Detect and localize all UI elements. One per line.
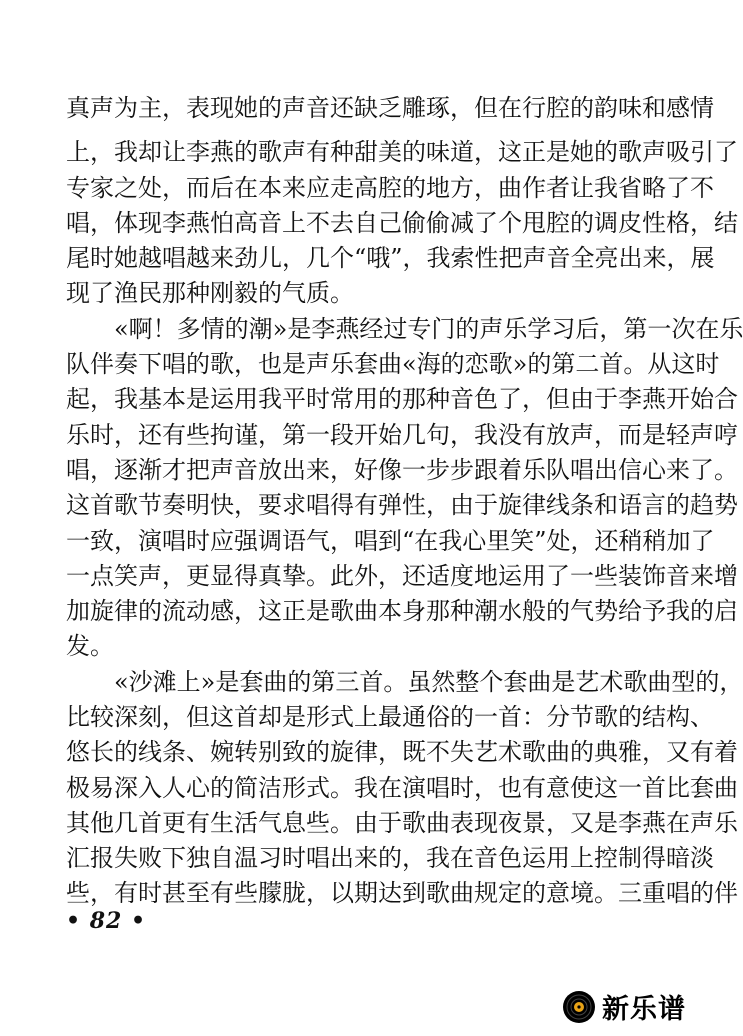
text-line: 唱，逐渐才把声音放出来，好像一步步跟着乐队唱出信心来了。 xyxy=(66,456,738,484)
text-line: 起，我基本是运用我平时常用的那种音色了，但由于李燕开始合 xyxy=(66,385,738,413)
text-line: 尾时她越唱越来劲儿，几个“哦”，我索性把声音全亮出来，展 xyxy=(66,244,715,272)
text-line: 现了渔民那种刚毅的气质。 xyxy=(66,279,354,307)
text-line: 加旋律的流动感，这正是歌曲本身那种潮水般的气势给予我的启 xyxy=(66,597,738,625)
text-line: 这首歌节奏明快，要求唱得有弹性，由于旋律线条和语言的趋势 xyxy=(66,491,738,519)
watermark xyxy=(562,987,686,1026)
text-line: 其他几首更有生活气息些。由于歌曲表现夜景，又是李燕在声乐 xyxy=(66,809,738,837)
text-line: 一致，演唱时应强调语气，唱到“在我心里笑”处，还稍稍加了 xyxy=(66,527,715,555)
text-line: 队伴奏下唱的歌，也是声乐套曲«海的恋歌»的第二首。从这时 xyxy=(66,350,720,378)
text-line: 专家之处，而后在本来应走高腔的地方，曲作者让我省略了不 xyxy=(66,174,714,202)
text-line: 发。 xyxy=(66,632,114,660)
text-line: 些，有时甚至有些朦胧，以期达到歌曲规定的意境。三重唱的伴 xyxy=(66,879,738,907)
text-line: «沙滩上»是套曲的第三首。虽然整个套曲是艺术歌曲型的， xyxy=(114,668,743,696)
text-line: 唱，体现李燕怕高音上不去自己偷偷减了个甩腔的调皮性格，结 xyxy=(66,209,738,237)
text-line: 悠长的线条、婉转别致的旋律，既不失艺术歌曲的典雅，又有着 xyxy=(66,738,738,766)
text-line: 极易深入人心的简洁形式。我在演唱时，也有意使这一首比套曲 xyxy=(66,774,738,802)
text-line: 上，我却让李燕的歌声有种甜美的味道，这正是她的歌声吸引了 xyxy=(66,138,738,166)
vinyl-record-icon xyxy=(562,990,596,1024)
text-line: 一点笑声，更显得真挚。此外，还适度地运用了一些装饰音来增 xyxy=(66,562,738,590)
text-line: «啊！多情的潮»是李燕经过专门的声乐学习后，第一次在乐 xyxy=(114,315,743,343)
text-line: 比较深刻，但这首却是形式上最通俗的一首：分节歌的结构、 xyxy=(66,703,714,731)
text-line: 乐时，还有些拘谨，第一段开始几句，我没有放声，而是轻声哼 xyxy=(66,421,738,449)
watermark-label: 新乐谱 xyxy=(602,994,686,1025)
text-line: 汇报失败下独自温习时唱出来的，我在音色运用上控制得暗淡 xyxy=(66,844,714,872)
page-number: • 82 • xyxy=(66,908,147,934)
text-line: 真声为主，表现她的声音还缺乏雕琢，但在行腔的韵味和感情 xyxy=(66,94,714,122)
